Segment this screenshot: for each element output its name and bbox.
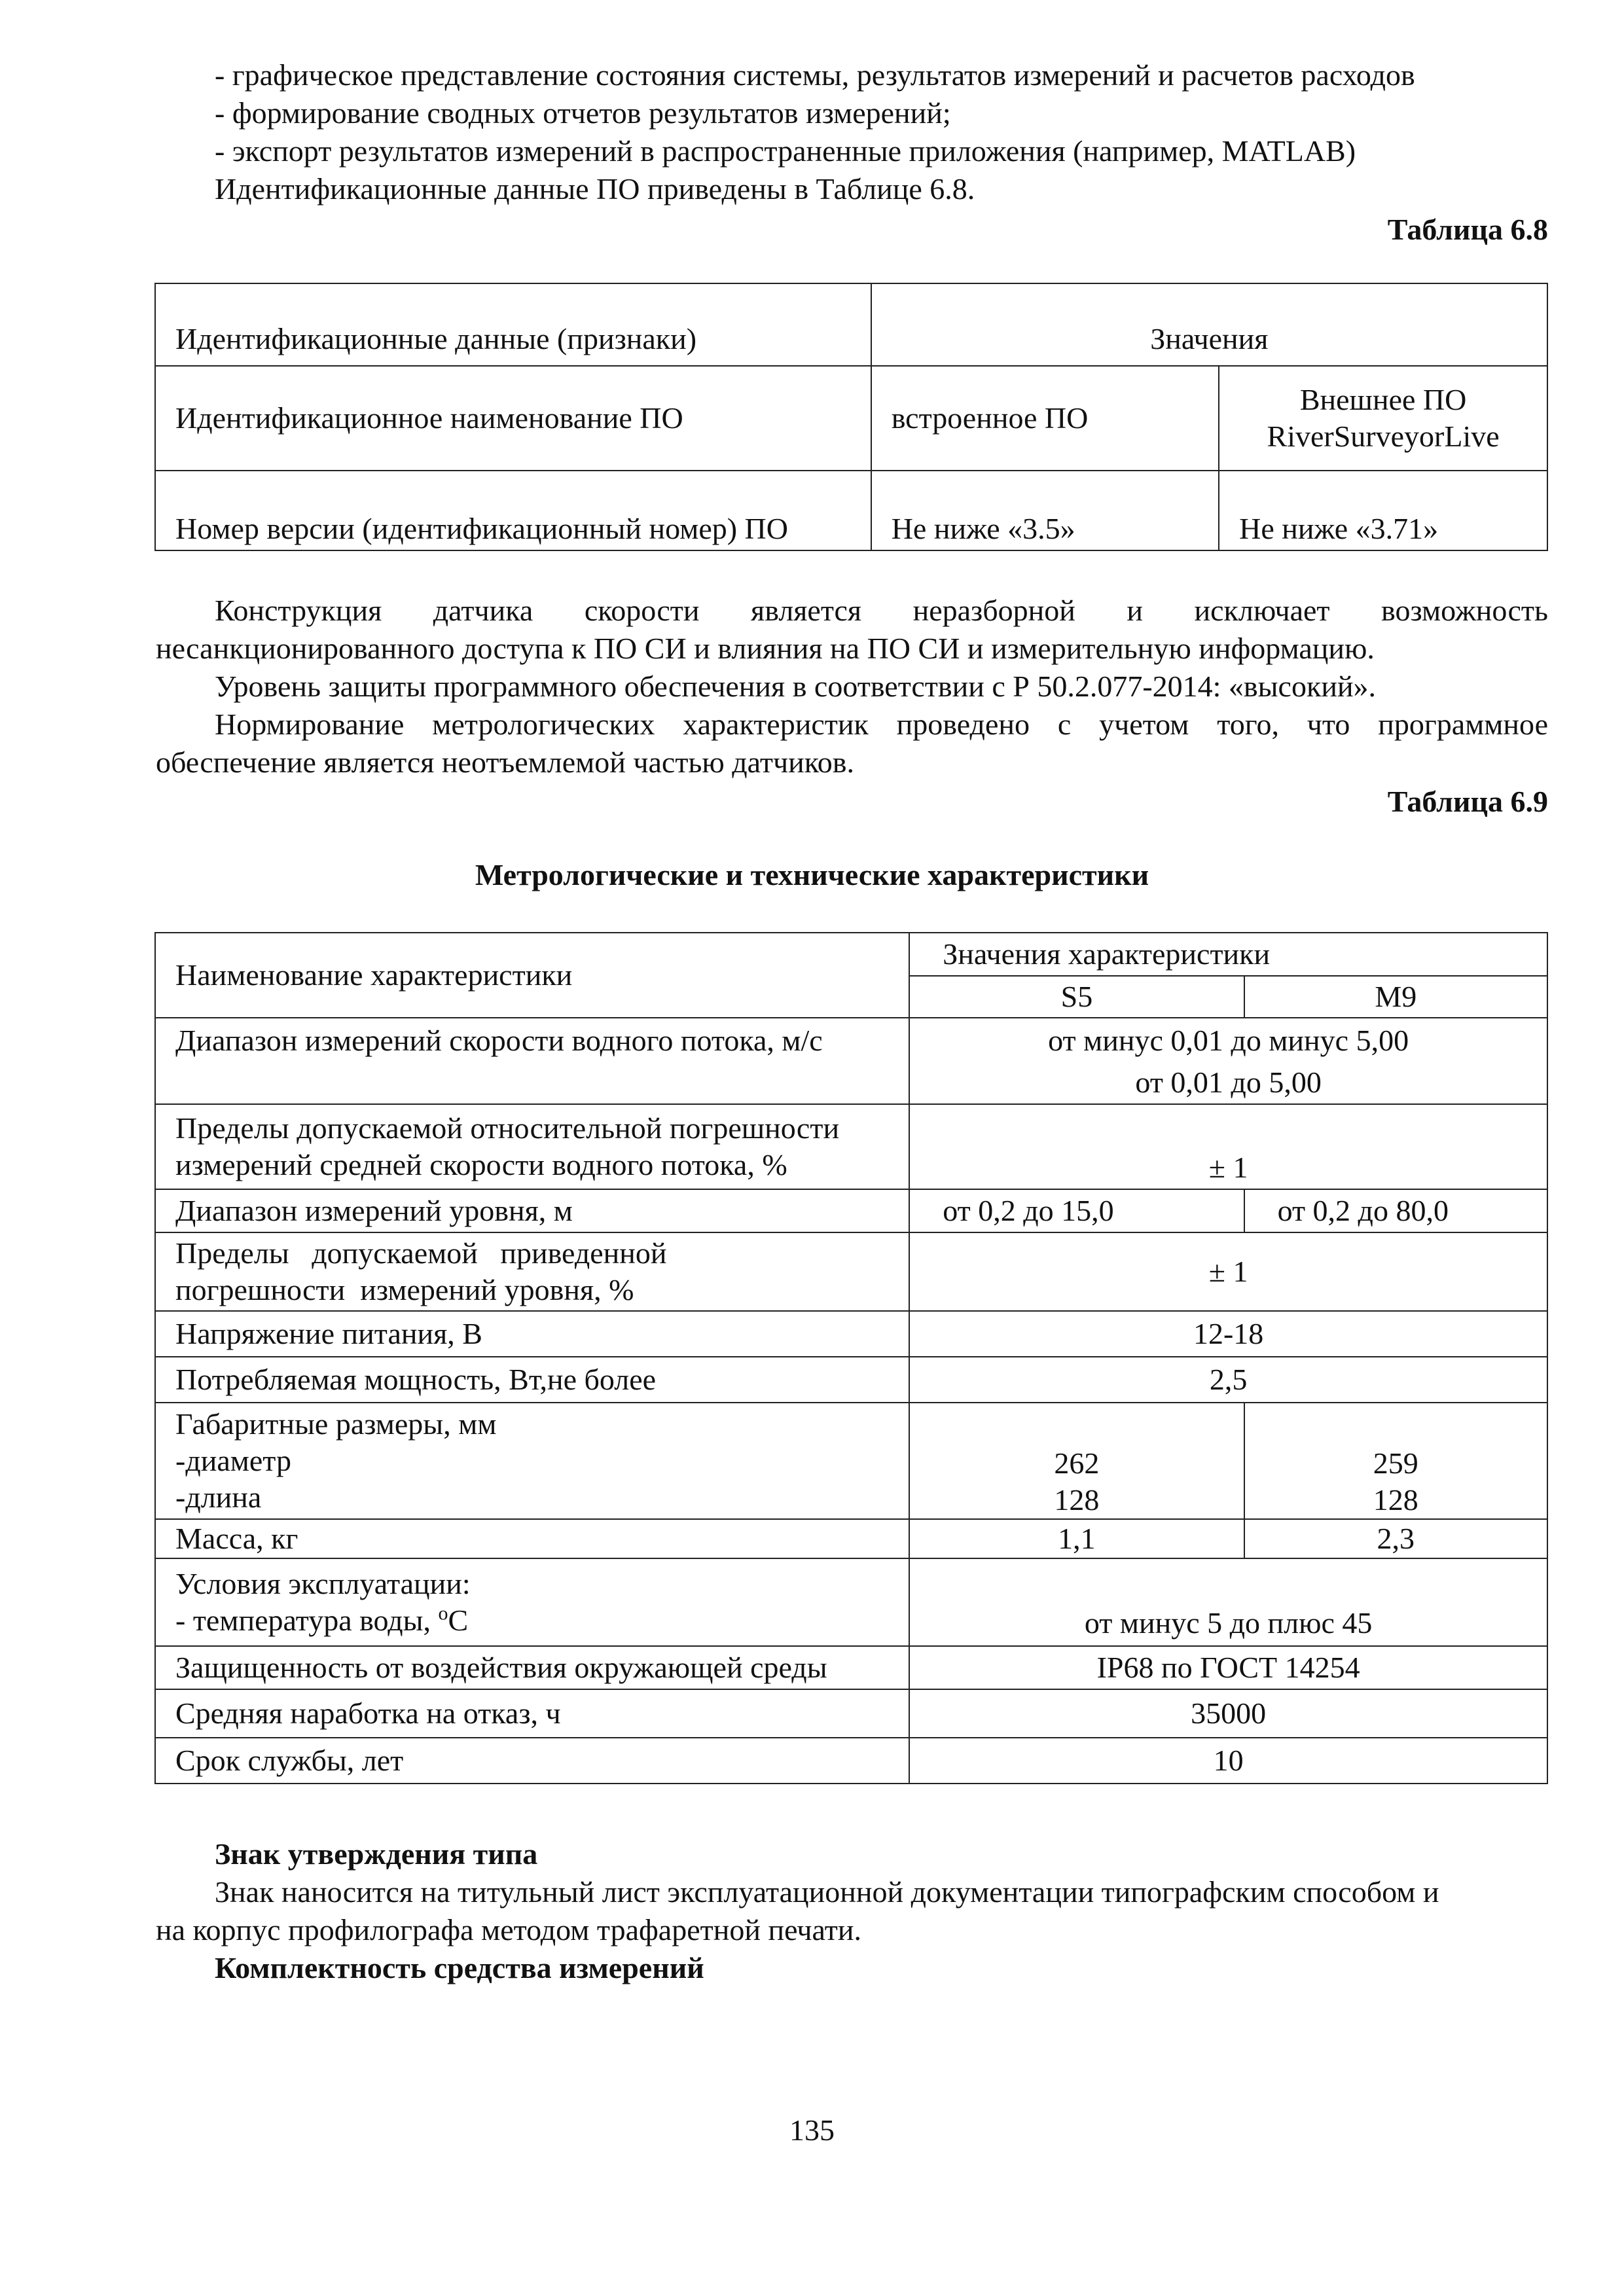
paragraph-1-line-1-text: Конструкция датчика скорости является неразборной и исключает возможность bbox=[215, 594, 1548, 627]
table-6-9-r7-m9-diameter: 259 bbox=[1373, 1446, 1418, 1480]
table-6-9-r3-label: Диапазон измерений уровня, м bbox=[155, 1189, 909, 1232]
approval-text-line-2: на корпус профилографа методом трафаретной печати. bbox=[156, 1913, 861, 1946]
paragraph-2: Уровень защиты программного обеспечения в соответствии с Р 50.2.077-2014: «высокий». bbox=[215, 670, 1377, 703]
table-row bbox=[155, 1232, 1547, 1311]
table-6-8 bbox=[154, 283, 1548, 551]
table-row bbox=[155, 1311, 1547, 1357]
table-row bbox=[155, 1104, 1547, 1189]
table-6-9-r9-label-line2 bbox=[175, 1602, 889, 1639]
table-6-9-r9-label-line1: Условия эксплуатации: bbox=[175, 1567, 471, 1600]
completeness-heading: Комплектность средства измерений bbox=[215, 1951, 704, 1984]
table-6-9-r10-label: Защищенность от воздействия окружающей среды bbox=[155, 1646, 909, 1689]
paragraph-3-line-2: обеспечение является неотъемлемой частью датчиков. bbox=[156, 745, 854, 779]
paragraph-3-line-1 bbox=[156, 706, 1548, 744]
table-6-9-head-name: Наименование характеристики bbox=[155, 933, 909, 1018]
page-number: 135 bbox=[789, 2113, 835, 2147]
approval-text-line-1: Знак наносится на титульный лист эксплуатационной документации типографским способом и bbox=[215, 1875, 1439, 1909]
table-6-9-r2-value: ± 1 bbox=[909, 1104, 1547, 1189]
table-6-9-r1-value bbox=[909, 1018, 1547, 1104]
approval-heading: Знак утверждения типа bbox=[215, 1837, 538, 1871]
table-6-9-r7-label-line2: -диаметр bbox=[175, 1444, 291, 1477]
table-row bbox=[155, 1403, 1547, 1519]
table-row bbox=[155, 471, 1547, 550]
table-6-8-row1-label: Идентификационное наименование ПО bbox=[155, 366, 871, 471]
table-row bbox=[155, 1189, 1547, 1232]
table-6-9-r7-s5-diameter: 262 bbox=[1054, 1446, 1100, 1480]
table-row bbox=[155, 1357, 1547, 1403]
table-row bbox=[155, 1519, 1547, 1558]
table-6-9-r3-m9: от 0,2 до 80,0 bbox=[1244, 1189, 1547, 1232]
intro-line-2: - формирование сводных отчетов результатов измерений; bbox=[215, 96, 951, 130]
table-6-9-r5-label: Напряжение питания, В bbox=[155, 1311, 909, 1357]
table-row bbox=[155, 1646, 1547, 1689]
table-6-8-row1-external bbox=[1219, 366, 1547, 471]
table-6-9-r4-label-line1: Пределы допускаемой приведенной bbox=[175, 1236, 667, 1270]
table-6-9-r12-label: Срок службы, лет bbox=[155, 1738, 909, 1784]
table-row bbox=[155, 283, 1547, 366]
table-6-9-r7-s5 bbox=[909, 1403, 1244, 1519]
table-6-9-r1-label: Диапазон измерений скорости водного потока, м/с bbox=[155, 1018, 909, 1104]
table-6-9-r9-label bbox=[155, 1558, 909, 1646]
table-row bbox=[155, 1558, 1547, 1646]
table-6-8-row2-builtin: Не ниже «3.5» bbox=[871, 471, 1219, 550]
table-6-9-r3-s5: от 0,2 до 15,0 bbox=[909, 1189, 1244, 1232]
table-6-8-caption: Таблица 6.8 bbox=[1387, 213, 1548, 246]
table-6-9-r7-label-line3: -длина bbox=[175, 1480, 262, 1514]
intro-line-4: Идентификационные данные ПО приведены в Таблице 6.8. bbox=[215, 172, 975, 206]
table-6-9-col-m9: M9 bbox=[1244, 976, 1547, 1018]
table-row bbox=[155, 1689, 1547, 1738]
table-6-9-r1-value-line2: от 0,01 до 5,00 bbox=[1135, 1066, 1322, 1099]
table-6-9-r4-label bbox=[155, 1232, 909, 1311]
table-6-9-r9-label-line2-suffix: С bbox=[448, 1604, 469, 1637]
table-6-9-r7-s5-length: 128 bbox=[1054, 1483, 1100, 1516]
table-6-8-row1-external-line1: Внешнее ПО bbox=[1299, 383, 1467, 416]
table-6-9-r4-label-line2: погрешности измерений уровня, % bbox=[175, 1273, 634, 1306]
table-6-8-header-values: Значения bbox=[871, 283, 1547, 366]
table-6-8-header-feature: Идентификационные данные (признаки) bbox=[155, 283, 871, 366]
table-6-9-r5-value: 12-18 bbox=[909, 1311, 1547, 1357]
table-6-9-r1-value-line1: от минус 0,01 до минус 5,00 bbox=[1048, 1024, 1409, 1057]
table-6-9-r7-label-line1: Габаритные размеры, мм bbox=[175, 1407, 497, 1441]
table-6-8-row1-builtin: встроенное ПО bbox=[871, 366, 1219, 471]
paragraph-1-line-1 bbox=[156, 592, 1548, 630]
table-6-9 bbox=[154, 932, 1548, 1784]
table-6-9-r9-value: от минус 5 до плюс 45 bbox=[909, 1558, 1547, 1646]
table-6-9-r7-m9 bbox=[1244, 1403, 1547, 1519]
table-6-9-r7-label bbox=[155, 1403, 909, 1519]
table-6-9-r2-label bbox=[155, 1104, 909, 1189]
table-6-9-r7-m9-length: 128 bbox=[1373, 1483, 1418, 1516]
table-6-8-row2-external: Не ниже «3.71» bbox=[1219, 471, 1547, 550]
table-row bbox=[155, 1018, 1547, 1104]
table-6-9-r10-value: IP68 по ГОСТ 14254 bbox=[909, 1646, 1547, 1689]
degree-sign: o bbox=[438, 1602, 448, 1624]
table-6-9-r2-label-line2: измерений средней скорости водного потока, % bbox=[175, 1148, 787, 1181]
table-6-9-r6-label: Потребляемая мощность, Вт,не более bbox=[155, 1357, 909, 1403]
table-6-9-r11-value: 35000 bbox=[909, 1689, 1547, 1738]
intro-line-3: - экспорт результатов измерений в распространенные приложения (например, MATLAB) bbox=[215, 134, 1356, 168]
table-6-8-row1-external-line2: RiverSurveyorLive bbox=[1267, 420, 1500, 453]
table-6-9-title: Метрологические и технические характеристики bbox=[475, 858, 1149, 891]
intro-line-1: - графическое представление состояния системы, результатов измерений и расчетов расходов bbox=[215, 58, 1415, 92]
table-6-9-r8-m9: 2,3 bbox=[1244, 1519, 1547, 1558]
table-6-9-r2-label-line1: Пределы допускаемой относительной погрешности bbox=[175, 1111, 840, 1145]
table-6-9-col-s5: S5 bbox=[909, 976, 1244, 1018]
table-6-9-caption: Таблица 6.9 bbox=[1387, 785, 1548, 818]
table-6-9-r9-label-line2-prefix: - температура воды, bbox=[175, 1604, 439, 1637]
table-6-9-head-values: Значения характеристики bbox=[909, 933, 1547, 976]
table-6-9-r11-label: Средняя наработка на отказ, ч bbox=[155, 1689, 909, 1738]
table-6-9-r4-value: ± 1 bbox=[909, 1232, 1547, 1311]
table-row bbox=[155, 366, 1547, 471]
paragraph-1-line-2: несанкционированного доступа к ПО СИ и влияния на ПО СИ и измерительную информацию. bbox=[156, 632, 1375, 665]
table-6-9-r6-value: 2,5 bbox=[909, 1357, 1547, 1403]
table-6-9-r8-s5: 1,1 bbox=[909, 1519, 1244, 1558]
table-6-9-r12-value: 10 bbox=[909, 1738, 1547, 1784]
table-6-9-r8-label: Масса, кг bbox=[155, 1519, 909, 1558]
table-6-8-row2-label: Номер версии (идентификационный номер) ПО bbox=[155, 471, 871, 550]
table-row bbox=[155, 1738, 1547, 1784]
paragraph-3-line-1-text: Нормирование метрологических характеристик проведено с учетом того, что программное bbox=[215, 708, 1548, 741]
table-row bbox=[155, 933, 1547, 976]
